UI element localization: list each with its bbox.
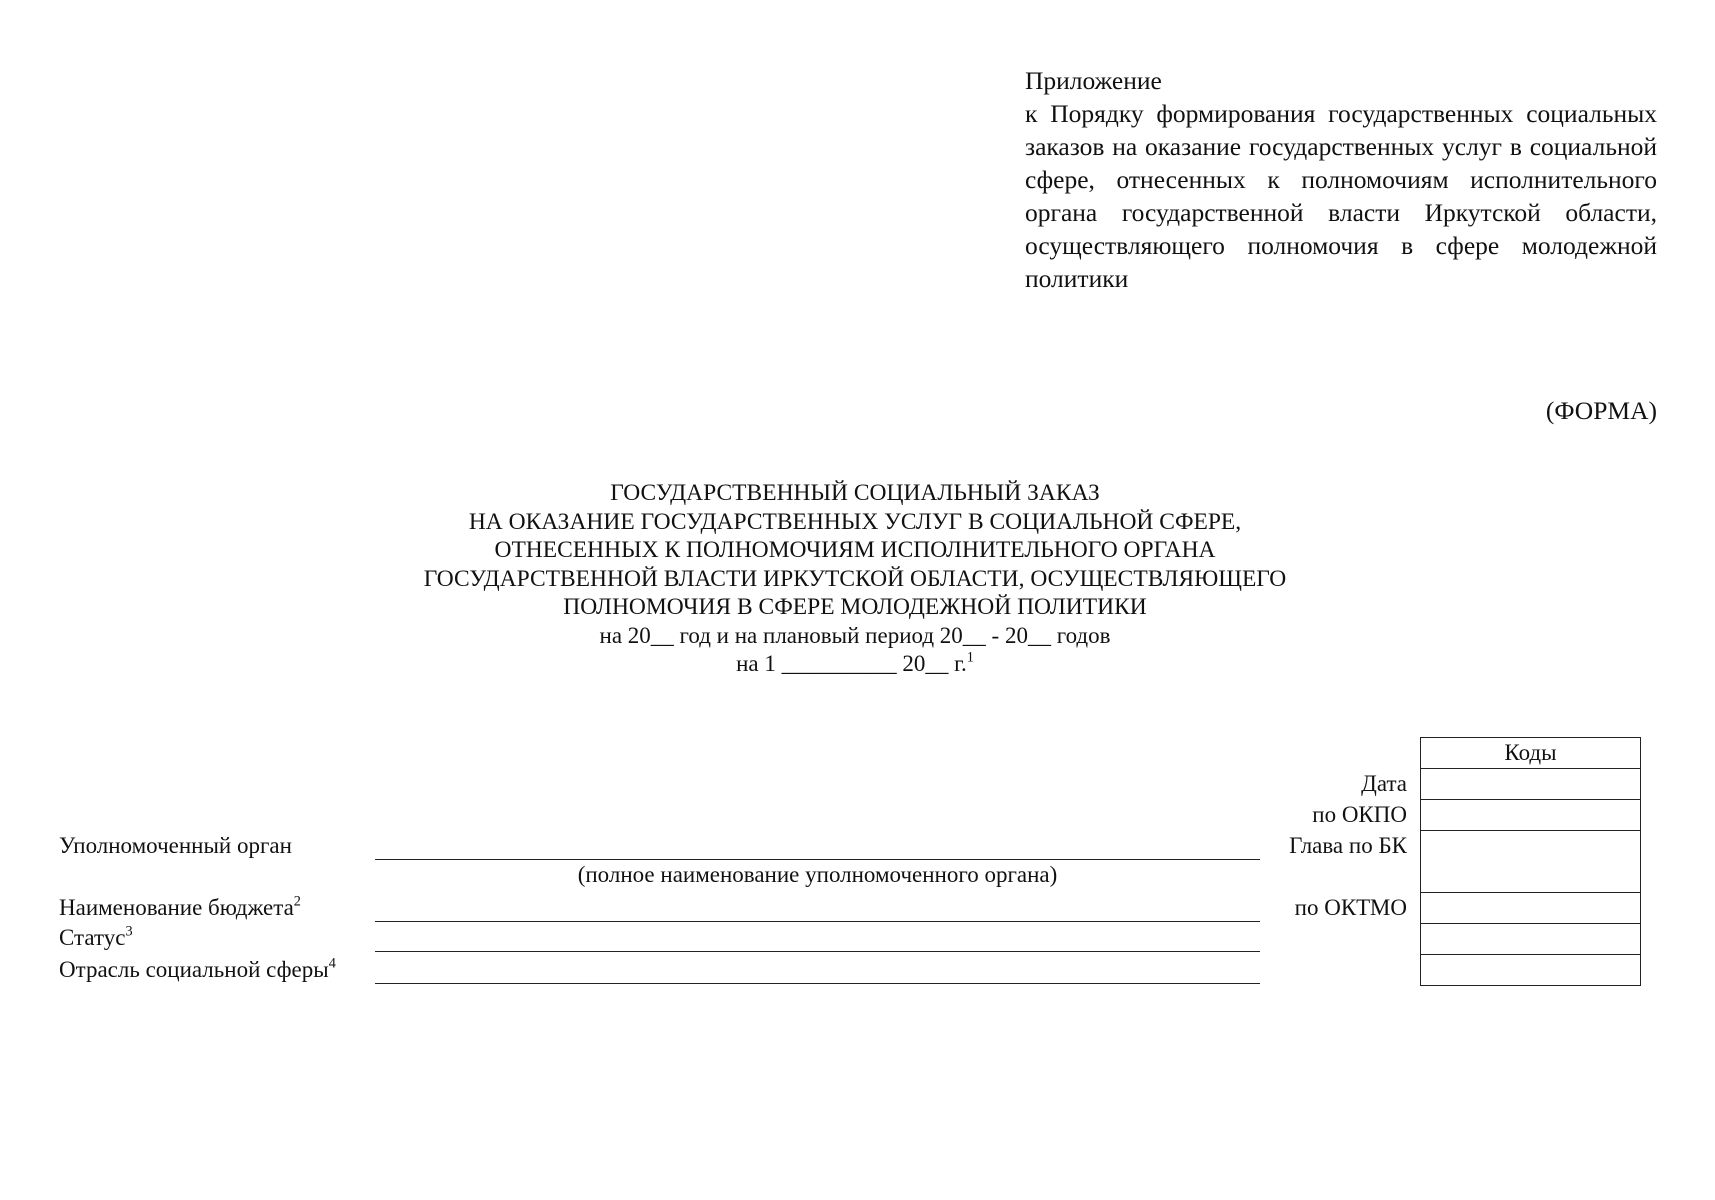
budget-label	[59, 895, 301, 921]
status-label	[59, 925, 133, 951]
authority-field[interactable]	[375, 859, 1260, 860]
date-code-cell[interactable]	[1421, 769, 1641, 800]
heading-line: НА ОКАЗАНИЕ ГОСУДАРСТВЕННЫХ УСЛУГ В СОЦИАЛЬНОЙ СФЕРЕ,	[468, 508, 1242, 535]
document-heading	[280, 479, 1430, 679]
footnote-2: 2	[293, 893, 301, 910]
sector-label-text: Отрасль социальной сферы	[59, 957, 329, 982]
sector-label	[59, 957, 336, 983]
budget-field[interactable]	[375, 921, 1260, 922]
codes-table	[1420, 737, 1641, 986]
status-code-cell[interactable]	[1421, 924, 1641, 955]
footnote-3: 3	[125, 923, 133, 940]
date-line	[280, 650, 1430, 679]
sector-code-cell[interactable]	[1421, 955, 1641, 986]
appendix-body: к Порядку формирования государственных социальных заказов на оказание государственных услуг в социальной сфере, отнесенных к полномочиям исполнительного органа государственной власти Иркутской области, осуществляющего полномочия в сфере молодежной политики	[1025, 99, 1657, 293]
date-code-label: Дата	[1361, 771, 1407, 796]
footnote-1: 1	[966, 649, 974, 666]
period-line: на 20__ год и на плановый период 20__ - 20__ годов	[599, 622, 1111, 648]
oktmo-code-cell[interactable]	[1421, 893, 1641, 924]
status-field[interactable]	[375, 951, 1260, 952]
heading-line: ОТНЕСЕННЫХ К ПОЛНОМОЧИЯМ ИСПОЛНИТЕЛЬНОГО ОРГАНА	[494, 537, 1216, 563]
authority-hint: (полное наименование уполномоченного органа)	[577, 862, 1058, 887]
date-line-text: на 1 __________ 20__ г.	[736, 651, 967, 676]
form-mark: (ФОРМА)	[1545, 396, 1657, 425]
appendix-title: Приложение	[1025, 66, 1162, 95]
okpo-code-cell[interactable]	[1421, 800, 1641, 831]
status-label-text: Статус	[59, 925, 126, 950]
bk-code-label: Глава по БК	[1289, 833, 1407, 858]
footnote-4: 4	[328, 955, 336, 972]
heading-line: ГОСУДАРСТВЕННОЙ ВЛАСТИ ИРКУТСКОЙ ОБЛАСТИ, ОСУЩЕСТВЛЯЮЩЕГО	[423, 565, 1287, 592]
budget-label-text: Наименование бюджета	[59, 895, 294, 920]
codes-header: Коды	[1421, 738, 1641, 769]
oktmo-code-label: по ОКТМО	[1294, 895, 1407, 920]
okpo-code-label: по ОКПО	[1312, 802, 1407, 827]
heading-line: ГОСУДАРСТВЕННЫЙ СОЦИАЛЬНЫЙ ЗАКАЗ	[610, 480, 1100, 506]
heading-title	[280, 479, 1430, 622]
appendix-block	[1025, 64, 1657, 295]
sector-field[interactable]	[375, 983, 1260, 984]
heading-line: ПОЛНОМОЧИЯ В СФЕРЕ МОЛОДЕЖНОЙ ПОЛИТИКИ	[563, 594, 1147, 620]
bk-code-cell[interactable]	[1421, 831, 1641, 893]
authority-label: Уполномоченный орган	[59, 833, 292, 858]
